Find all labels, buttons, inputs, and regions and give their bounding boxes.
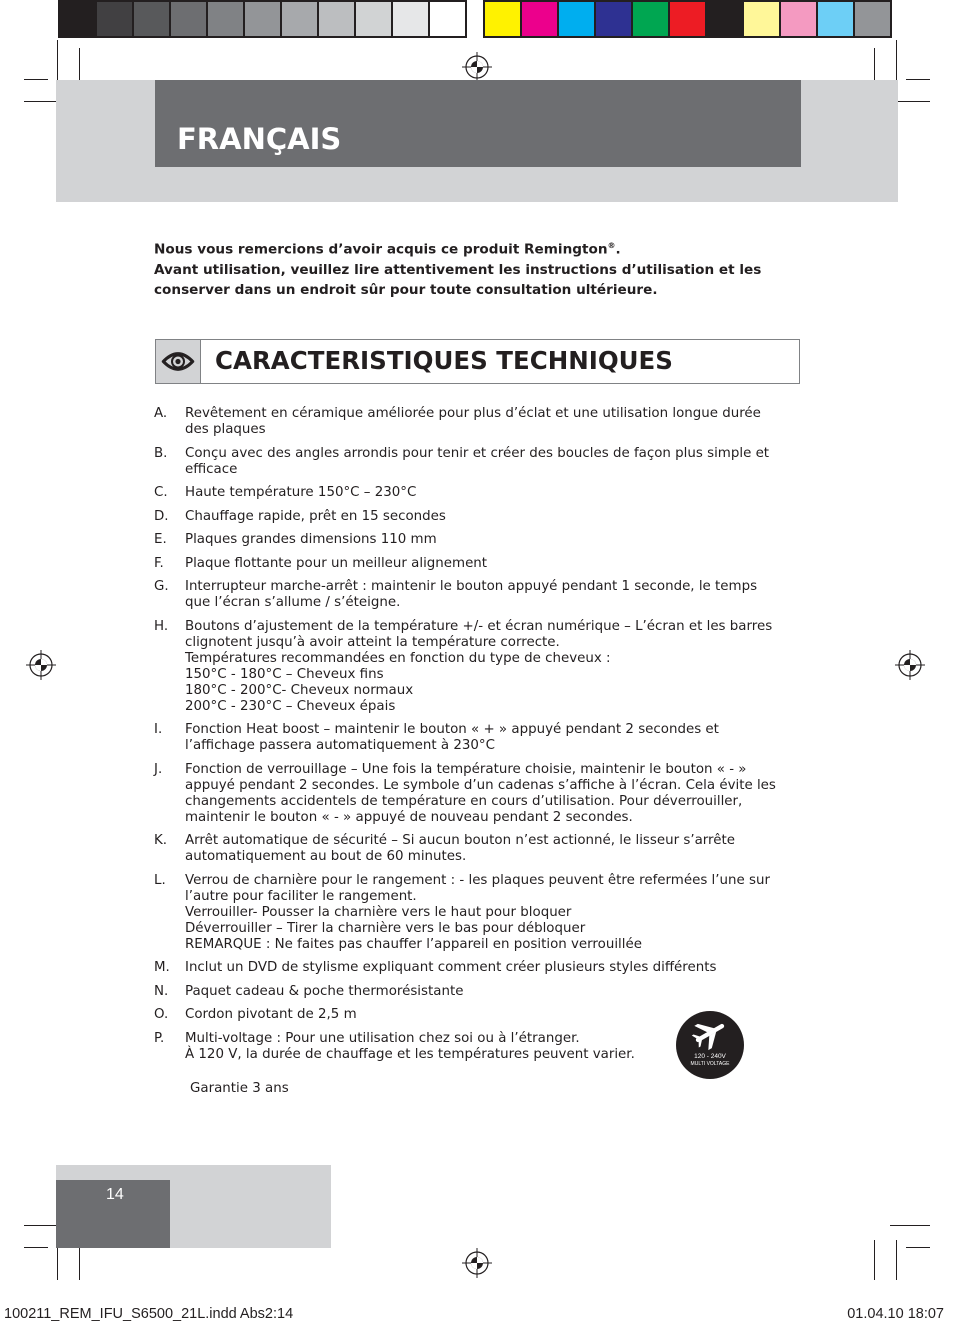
- crop-mark: [24, 79, 48, 80]
- gray-swatch: [58, 0, 97, 38]
- feature-text: Conçu avec des angles arrondis pour tenir et créer des boucles de façon plus simple et efficace: [185, 445, 770, 477]
- feature-item: [154, 873, 784, 953]
- gray-swatch: [243, 0, 282, 38]
- registration-mark-icon: [462, 1248, 492, 1278]
- feature-item: [154, 406, 784, 438]
- feature-item: [154, 532, 784, 548]
- color-swatch: [594, 0, 633, 38]
- feature-text: Interrupteur marche-arrêt : maintenir le bouton appuyé pendant 1 seconde, le temps que l’écran s’allume / s’éteigne.: [185, 579, 758, 610]
- color-calibration-bar: [483, 0, 890, 38]
- gray-swatch: [132, 0, 171, 38]
- feature-letter: G.: [154, 579, 169, 594]
- gray-swatch: [95, 0, 134, 38]
- feature-item: [154, 509, 784, 525]
- slug-file-name: 100211_REM_IFU_S6500_21L.indd Abs2:14: [4, 1306, 294, 1322]
- warranty-text: Garantie 3 ans: [190, 1081, 289, 1096]
- color-swatch: [816, 0, 855, 38]
- feature-item: [154, 446, 784, 478]
- feature-letter: B.: [154, 445, 168, 461]
- crop-mark: [24, 1247, 48, 1248]
- feature-item: [154, 960, 784, 976]
- crop-mark: [896, 1240, 897, 1280]
- feature-text: Boutons d’ajustement de la température +/- et écran numérique – L’écran et les barres clignotent jusqu’à avoir atteint la température correcte. Températures recommandées en fonction du type de cheveux : 150°C - 180°C – Cheveux fins 180°C - 200°C- Cheveux normaux 200°C - 230°C – Cheveux épais: [185, 618, 773, 714]
- feature-letter: L.: [154, 872, 166, 888]
- feature-text: Cordon pivotant de 2,5 m: [185, 1007, 357, 1022]
- feature-text: Revêtement en céramique améliorée pour plus d’éclat et une utilisation longue durée des plaques: [185, 406, 761, 437]
- feature-text: Fonction Heat boost – maintenir le bouton « + » appuyé pendant 2 secondes et l’affichage passera automatiquement à 230°C: [185, 722, 719, 753]
- registered-mark: ®: [607, 241, 616, 250]
- feature-letter: E.: [154, 532, 167, 547]
- slug-date-time: 01.04.10 18:07: [847, 1306, 944, 1322]
- features-list: [154, 406, 784, 1070]
- feature-item: [154, 722, 784, 754]
- color-swatch: [742, 0, 781, 38]
- feature-item: [154, 579, 784, 611]
- color-swatch: [483, 0, 522, 38]
- feature-text: Multi-voltage : Pour une utilisation chez soi ou à l’étranger. À 120 V, la durée de chauffage et les températures peuvent varier.: [185, 1030, 635, 1062]
- feature-text: Fonction de verrouillage – Une fois la température choisie, maintenir le bouton « - » appuyé pendant 2 secondes. Le symbole d’un cadenas s’affiche à l’écran. Cela évite les changements accidentels de température en cours d’utilisation. Pour déverrouiller, maintenir le bouton « - » appuyé de nouveau pendant 2 secondes.: [185, 761, 776, 825]
- feature-letter: J.: [154, 761, 163, 777]
- multi-voltage-badge: [676, 1011, 744, 1079]
- feature-text: Inclut un DVD de stylisme expliquant comment créer plusieurs styles différents: [185, 960, 717, 975]
- feature-item: [154, 619, 784, 715]
- color-swatch: [779, 0, 818, 38]
- gray-swatch: [317, 0, 356, 38]
- crop-mark: [906, 79, 930, 80]
- grayscale-calibration-bar: [58, 0, 465, 38]
- section-header: [155, 339, 800, 384]
- intro-line-1: Nous vous remercions d’avoir acquis ce produit Remington®.: [154, 241, 621, 258]
- badge-voltage-text: 120 - 240V: [694, 1053, 726, 1060]
- eye-icon: [156, 340, 200, 383]
- feature-item: [154, 984, 784, 1000]
- registration-mark-icon: [895, 650, 925, 680]
- feature-letter: I.: [154, 722, 163, 737]
- feature-letter: C.: [154, 485, 168, 500]
- feature-text: Plaques grandes dimensions 110 mm: [185, 532, 437, 547]
- color-swatch: [520, 0, 559, 38]
- feature-letter: N.: [154, 983, 169, 999]
- page-title: FRANÇAIS: [177, 122, 342, 156]
- feature-text: Haute température 150°C – 230°C: [185, 485, 417, 500]
- color-swatch: [705, 0, 744, 38]
- color-swatch: [631, 0, 670, 38]
- feature-letter: A.: [154, 406, 168, 421]
- feature-item: [154, 556, 784, 572]
- feature-text: Plaque flottante pour un meilleur alignement: [185, 555, 488, 571]
- feature-item: [154, 485, 784, 501]
- registration-mark-icon: [462, 52, 492, 82]
- feature-letter: M.: [154, 960, 170, 975]
- gray-swatch: [280, 0, 319, 38]
- registration-mark-icon: [26, 650, 56, 680]
- feature-letter: F.: [154, 555, 164, 571]
- gray-swatch: [206, 0, 245, 38]
- feature-letter: P.: [154, 1030, 165, 1046]
- feature-text: Arrêt automatique de sécurité – Si aucun bouton n’est actionné, le lisseur s’arrête automatiquement au bout de 60 minutes.: [185, 833, 735, 864]
- color-swatch: [668, 0, 707, 38]
- gray-swatch: [428, 0, 467, 38]
- crop-mark: [890, 1225, 930, 1226]
- gray-swatch: [354, 0, 393, 38]
- feature-text: Paquet cadeau & poche thermorésistante: [185, 983, 464, 999]
- feature-letter: K.: [154, 833, 168, 848]
- badge-label-text: MULTI VOLTAGE: [690, 1061, 730, 1067]
- intro-text: [154, 236, 794, 300]
- feature-letter: O.: [154, 1007, 169, 1022]
- gray-swatch: [169, 0, 208, 38]
- page-number: 14: [106, 1186, 124, 1203]
- crop-mark: [906, 1247, 930, 1248]
- airplane-icon: [676, 1011, 744, 1055]
- crop-mark: [874, 1240, 875, 1280]
- intro-line-2: Avant utilisation, veuillez lire attentivement les instructions d’utilisation et les conserver dans un endroit sûr pour toute consultation ultérieure.: [154, 261, 762, 298]
- feature-text: Chauffage rapide, prêt en 15 secondes: [185, 508, 446, 524]
- feature-letter: D.: [154, 508, 169, 524]
- feature-letter: H.: [154, 618, 169, 634]
- feature-item: [154, 762, 784, 826]
- color-swatch: [557, 0, 596, 38]
- gray-swatch: [391, 0, 430, 38]
- section-icon-cell: [156, 340, 201, 383]
- feature-item: [154, 833, 784, 865]
- feature-text: Verrou de charnière pour le rangement : - les plaques peuvent être refermées l’une sur l’autre pour faciliter le rangement. Verrouiller- Pousser la charnière vers le haut pour bloquer Déverrouiller – Tirer la charnière vers le bas pour débloquer REMARQUE : Ne faites pas chauffer l’appareil en position verrouillée: [185, 872, 770, 952]
- section-title: CARACTERISTIQUES TECHNIQUES: [215, 346, 673, 375]
- color-swatch: [853, 0, 892, 38]
